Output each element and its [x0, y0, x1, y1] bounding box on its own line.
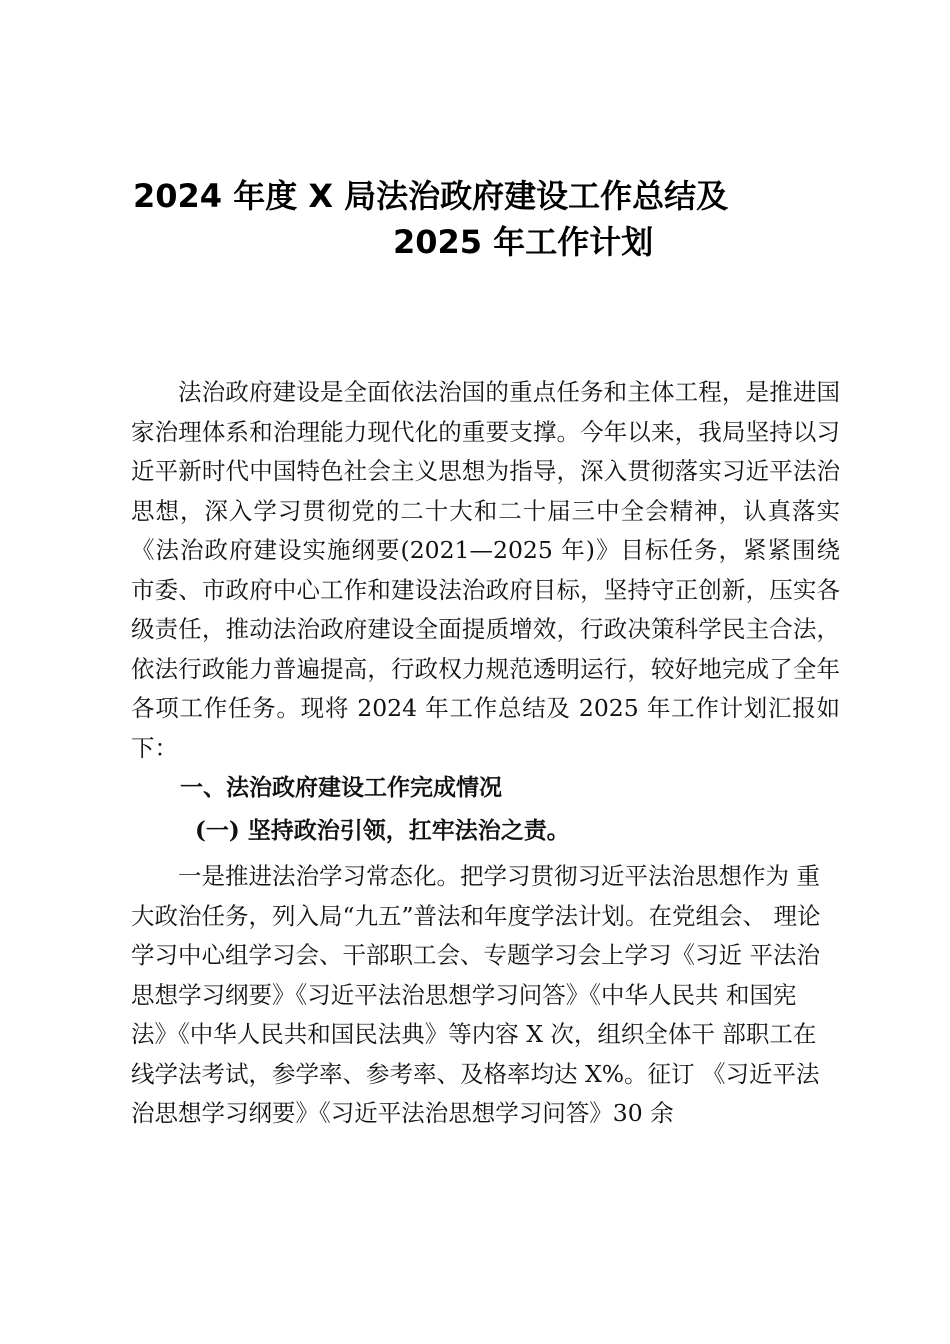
- subsection-heading: (一) 坚持政治引领，扛牢法治之责。: [195, 817, 570, 844]
- body-paragraph: 一是推进法治学习常态化。把学习贯彻习近平法治思想作为 重大政治任务，列入局“九五”普法和年度学法计划。在党组会、 理论学习中心组学习会、干部职工会、专题学习会上学习《习近 平法治思想学习纲要》《习近平法治思想学习问答》《中华人民共 和国宪法》《中华人民共和国民法典》等内容 X 次，组织全体干 部职工在线学法考试，参学率、参考率、及格率均达 X%。征订 《习近平法治思想学习纲要》《习近平法治思想学习问答》30 余: [131, 862, 821, 1127]
- section-heading: 一、法治政府建设工作完成情况: [180, 775, 502, 801]
- intro-paragraph: 法治政府建设是全面依法治国的重点任务和主体工程，是推进国家治理体系和治理能力现代化的重要支撑。今年以来，我局坚持以习近平新时代中国特色社会主义思想为指导，深入贯彻落实习近平法治思想，深入学习贯彻党的二十大和二十届三中全会精神，认真落实《法治政府建设实施纲要(2021—2025 年)》目标任务，紧紧围绕市委、市政府中心工作和建设法治政府目标，坚持守正创新，压实各级责任，推动法治政府建设全面提质增效，行政决策科学民主合法，依法行政能力普遍提高，行政权力规范透明运行，较好地完成了全年各项工作任务。现将 2024 年工作总结及 2025 年工作计划汇报如下：: [131, 378, 840, 762]
- document-title-line2: 2025 年工作计划: [393, 223, 654, 261]
- document-title-line1: 2024 年度 X 局法治政府建设工作总结及: [133, 177, 729, 215]
